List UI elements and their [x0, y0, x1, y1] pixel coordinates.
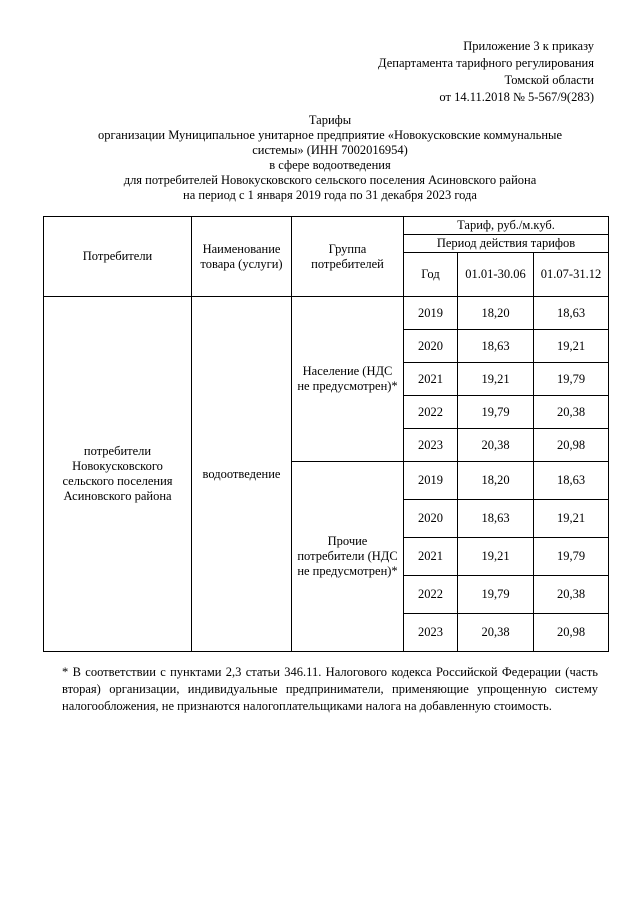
tariff-cell: 19,21 [458, 363, 534, 396]
tariff-cell: 19,21 [534, 500, 609, 538]
heading-line: в сфере водоотведения [269, 158, 391, 172]
group-cell: Население (НДС не предусмотрен)* [292, 297, 404, 462]
header-group: Группа потребителей [292, 217, 404, 297]
year-cell: 2021 [404, 538, 458, 576]
header-product: Наименование товара (услуги) [192, 217, 292, 297]
header-consumers: Потребители [44, 217, 192, 297]
document-heading [60, 113, 600, 203]
header-first-half: 01.01-30.06 [458, 253, 534, 297]
year-cell: 2021 [404, 363, 458, 396]
tariff-cell: 20,38 [534, 576, 609, 614]
tariff-cell: 19,79 [458, 396, 534, 429]
tariff-cell: 19,79 [534, 363, 609, 396]
approval-line: Департамента тарифного регулирования [378, 56, 594, 70]
tariff-cell: 20,38 [534, 396, 609, 429]
heading-line: на период с 1 января 2019 года по 31 декабря 2023 года [183, 188, 477, 202]
consumer-cell: потребители Новокусковского сельского поселения Асиновского района [44, 297, 192, 652]
header-second-half: 01.07-31.12 [534, 253, 609, 297]
approval-line: от 14.11.2018 № 5-567/9(283) [439, 90, 594, 104]
tariff-cell: 19,79 [534, 538, 609, 576]
approval-block [378, 38, 594, 106]
tariff-cell: 19,21 [534, 330, 609, 363]
tariff-cell: 18,63 [534, 462, 609, 500]
product-cell: водоотведение [192, 297, 292, 652]
tariff-cell: 20,98 [534, 614, 609, 652]
approval-line: Приложение 3 к приказу [463, 39, 594, 53]
year-cell: 2019 [404, 462, 458, 500]
year-cell: 2022 [404, 396, 458, 429]
tariff-cell: 18,63 [458, 500, 534, 538]
tariff-cell: 20,38 [458, 429, 534, 462]
tariff-table [43, 216, 609, 652]
year-cell: 2023 [404, 429, 458, 462]
year-cell: 2020 [404, 500, 458, 538]
tariff-cell: 18,20 [458, 297, 534, 330]
approval-line: Томской области [504, 73, 594, 87]
tariff-cell: 18,63 [458, 330, 534, 363]
heading-line: организации Муниципальное унитарное предприятие «Новокусковские коммунальные [97, 128, 563, 142]
group-cell: Прочие потребители (НДС не предусмотрен)* [292, 462, 404, 652]
header-tariff: Тариф, руб./м.куб. [404, 217, 609, 235]
heading-line: системы» (ИНН 7002016954) [252, 143, 408, 157]
year-cell: 2022 [404, 576, 458, 614]
document-title: Тарифы [308, 113, 352, 127]
tariff-cell: 18,20 [458, 462, 534, 500]
table-row [44, 297, 609, 330]
tariff-cell: 20,38 [458, 614, 534, 652]
footnote: * В соответствии с пунктами 2,3 статьи 346.11. Налогового кодекса Российской Федерации (часть вторая) организации, индивидуальные предприниматели, применяющие упрощенную систему налогообложения, не признаются налогоплательщиками налога на добавленную стоимость. [62, 665, 598, 713]
heading-line: для потребителей Новокусковского сельского поселения Асиновского района [123, 173, 537, 187]
year-cell: 2020 [404, 330, 458, 363]
header-year: Год [404, 253, 458, 297]
tariff-cell: 20,98 [534, 429, 609, 462]
header-period: Период действия тарифов [404, 235, 609, 253]
tariff-cell: 19,21 [458, 538, 534, 576]
year-cell: 2023 [404, 614, 458, 652]
tariff-cell: 19,79 [458, 576, 534, 614]
year-cell: 2019 [404, 297, 458, 330]
tariff-cell: 18,63 [534, 297, 609, 330]
